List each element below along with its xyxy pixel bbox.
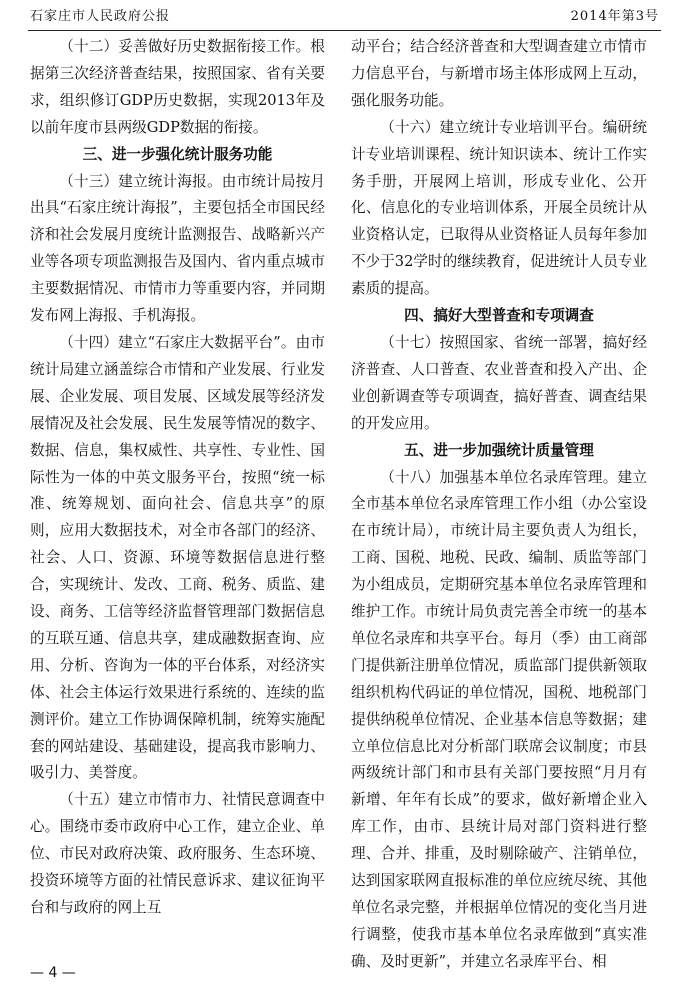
paragraph-17: （十七）按照国家、省统一部署，搞好经济普查、人口普查、农业普查和投入产出、企业创新调查等专项调查，搞好普查、调查结果的开发应用。 bbox=[351, 333, 647, 432]
paragraph-15-start: （十五）建立市情市力、社情民意调查中心。围绕市委市政府中心工作，建立企业、单位、市民对政府决策、政府服务、生态环境、投资环境等方面的社情民意诉求、建议征询平台和与政府的网上互 bbox=[30, 791, 325, 916]
page-number: — 4 — bbox=[30, 965, 76, 981]
paragraph-18: （十八）加强基本单位名录库管理。建立全市基本单位名录库管理工作小组（办公室设在市统计局），市统计局主要负责人为组长，工商、国税、地税、民政、编制、质监等部门为小组成员，定期研究基本单位名录库管理和维护工作。市统计局负责完善全市统一的基本单位名录库和共享平台。每月（季）由工商部门提供新注册单位情况，质监部门提供新领取组织机构代码证的单位情况，国税、地税部门提供纳税单位情况、企业基本信息等数据；建立单位信息比对分析部门联席会议制度；市县两级统计部门和市县有关部门要按照“月月有新增、年年有长成”的要求，做好新增企业入库工作，由市、县统计局对部门资料进行整理、合并、排重，及时剔除破产、注销单位，达到国家联网直报标准的单位应统尽统、其他单位名录完整，并根据单位情况的变化当月进行调整，使我市基本单位名录库做到“真实准确、及时更新”，并建立名录库平台、相 bbox=[351, 468, 647, 970]
left-column bbox=[30, 34, 325, 922]
publication-title: 石家庄市人民政府公报 bbox=[30, 9, 171, 24]
paragraph-15-end: 动平台；结合经济普查和大型调查建立市情市力信息平台，与新增市场主体形成网上互动，强化服务功能。 bbox=[351, 38, 647, 109]
paragraph-16: （十六）建立统计专业培训平台。编研统计专业培训课程、统计知识读本、统计工作实务手册，开展网上培训，形成专业化、公开化、信息化的专业培训体系，开展全员统计从业资格认定，已取得从业资格证人员每年参加不少于32学时的继续教育，促进统计人员专业素质的提高。 bbox=[351, 118, 647, 298]
right-column bbox=[351, 34, 647, 976]
issue-number: 2014年第3号 bbox=[570, 9, 659, 24]
section-heading-5: 五、进一步加强统计质量管理 bbox=[404, 441, 594, 459]
section-heading-3: 三、进一步强化统计服务功能 bbox=[82, 145, 273, 163]
section-heading-4: 四、搞好大型普查和专项调查 bbox=[404, 307, 594, 325]
paragraph-12: （十二）妥善做好历史数据衔接工作。根据第三次经济普查结果，按照国家、省有关要求，组织修订GDP历史数据，实现2013年及以前年度市县两级GDP数据的衔接。 bbox=[30, 38, 325, 136]
paragraph-13: （十三）建立统计海报。由市统计局按月出具“石家庄统计海报”，主要包括全市国民经济和社会发展月度统计监测报告、战略新兴产业等各项专项监测报告及国内、省内重点城市主要数据情况、市情市力等重要内容，并同期发布网上海报、手机海报。 bbox=[30, 172, 325, 325]
paragraph-14: （十四）建立“石家庄大数据平台”。由市统计局建立涵盖综合市情和产业发展、行业发展、企业发展、项目发展、区域发展等经济发展情况及社会发展、民生发展等情况的数字、数据、信息，集权威性、共享性、专业性、国际性为一体的中英文服务平台，按照“统一标准、统筹规划、面向社会、信息共享”的原则，应用大数据技术，对全市各部门的经济、社会、人口、资源、环境等数据信息进行整合，实现统计、发改、工商、税务、质监、建设、商务、工信等经济监督管理部门数据信息的互联互通、信息共享，建成融数据查询、应用、分析、咨询为一体的平台体系，对经济实体、社会主体运行效果进行系统的、连续的监测评价。建立工作协调保障机制，统筹实施配套的网站建设、基础建设，提高我市影响力、吸引力、美誉度。 bbox=[30, 333, 325, 782]
page-header bbox=[28, 4, 661, 31]
